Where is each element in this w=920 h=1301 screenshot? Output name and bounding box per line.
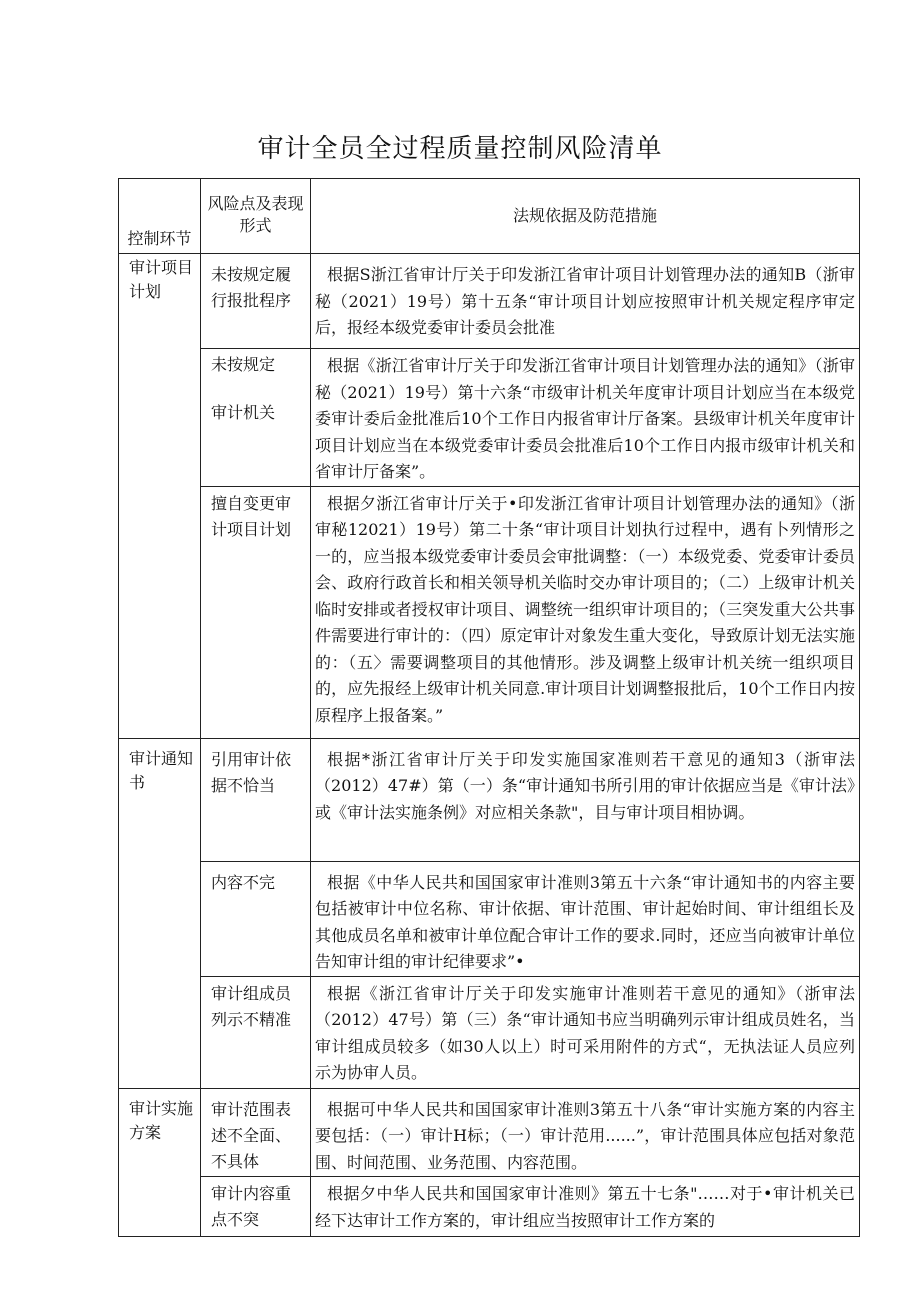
risk-control-table bbox=[118, 178, 860, 1237]
basis-cell: 根据《浙江省审计厅关于印发实施审计准则若干意见的通知》（浙审法（2012）47号）第（三）条“审计通知书应当明确列示审计组成员姓名，当审计组成员较多（如30人以上）时可采用附件的方式“，无执法证人员应列示为协审人员。 bbox=[311, 976, 860, 1088]
table-row bbox=[119, 1177, 860, 1237]
header-risk: 风险点及表现形式 bbox=[201, 179, 311, 254]
header-stage: 控制环节 bbox=[119, 179, 201, 254]
table-row bbox=[119, 349, 860, 487]
page-title: 审计全员全过程质量控制风险清单 bbox=[257, 134, 663, 164]
basis-cell: 根据*浙江省审计厅关于印发实施国家准则若干意见的通知3（浙审法（2012）47#）第（一）条“审计通知书所引用的审计依据应当是《审计法》或《审计法实施条例》对应相关条款"，目与审计项目相协调。 bbox=[311, 738, 860, 861]
basis-cell: 根据S浙江省审计厅关于印发浙江省审计项目计划管理办法的通知B（浙审秘（2021）19号）第十五条“审计项目计划应按照审计机关规定程序审定后，报经本级党委审计委员会批准 bbox=[311, 254, 860, 349]
stage-cell: 审计实施方案 bbox=[119, 1088, 201, 1237]
basis-cell: 根据夕中华人民共和国国家审计准则》第五十七条"……对于•审计机关已经下达审计工作方案的，审计组应当按照审计工作方案的 bbox=[311, 1177, 860, 1237]
header-basis: 法规依据及防范措施 bbox=[311, 179, 860, 254]
risk-cell: 审计组成员列示不精准 bbox=[201, 976, 311, 1088]
table-row bbox=[119, 254, 860, 349]
stage-cell: 审计项目计划 bbox=[119, 254, 201, 739]
table-row bbox=[119, 861, 860, 976]
table-row bbox=[119, 976, 860, 1088]
risk-cell: 审计内容重点不突 bbox=[201, 1177, 311, 1237]
basis-cell: 根据夕浙江省审计厅关于•印发浙江省审计项目计划管理办法的通知》（浙审秘12021）19号）第二十条“审计项目计划执行过程中，遇有卜列情形之一的，应当报本级党委审计委员会审批调整：（一）本级党委、党委审计委员会、政府行政首长和相关领导机关临时交办审计项目的；（二）上级审计机关临时安排或者授权审计项目、调整统一组织审计项目的；（三突发重大公共事件需要进行审计的：（四）原定审计对象发生重大变化，导致原计划无法实施的：（五〉需要调整项目的其他情形。涉及调整上级审计机关统一组织项目的，应先报经上级审计机关同意.审计项目计划调整报批后，10个工作日内按原程序上报备案。” bbox=[311, 486, 860, 738]
risk-cell: 擅自变更审计项目计划 bbox=[201, 486, 311, 738]
basis-cell: 根据《浙江省审计厅关于印发浙江省审计项目计划管理办法的通知》（浙审秘（2021）19号）第十六条“市级审计机关年度审计项目计划应当在本级党委审计委后金批准后10个工作日内报省审计厅备案。县级审计机关年度审计项目计划应当在本级党委审计委员会批准后10个工作日内报市级审计机关和省审计厅备案”。 bbox=[311, 349, 860, 487]
basis-cell: 根据《中华人民共和国国家审计准则3第五十六条“审计通知书的内容主要包括被审计中位名称、审计依据、审计范围、审计起始时间、审计组组长及其他成员名单和被审计单位配合审计工作的要求.同时，还应当向被审计单位告知审计组的审计纪律要求”• bbox=[311, 861, 860, 976]
risk-cell: 引用审计依据不恰当 bbox=[201, 738, 311, 861]
stage-cell: 审计通知书 bbox=[119, 738, 201, 1088]
risk-cell: 未按规定 审计机关 bbox=[201, 349, 311, 487]
risk-cell: 未按规定履行报批程序 bbox=[201, 254, 311, 349]
table-row bbox=[119, 738, 860, 861]
risk-cell: 审计范围表述不全面、不具体 bbox=[201, 1088, 311, 1177]
risk-cell: 内容不完 bbox=[201, 861, 311, 976]
table-row bbox=[119, 486, 860, 738]
basis-cell: 根据可中华人民共和国国家审计准则3第五十八条“审计实施方案的内容主要包括：（一）审计H标；（一）审计范用......”，审计范围具体应包括对象范围、时间范围、业务范围、内容范围。 bbox=[311, 1088, 860, 1177]
table-header-row bbox=[119, 179, 860, 254]
table-row bbox=[119, 1088, 860, 1177]
